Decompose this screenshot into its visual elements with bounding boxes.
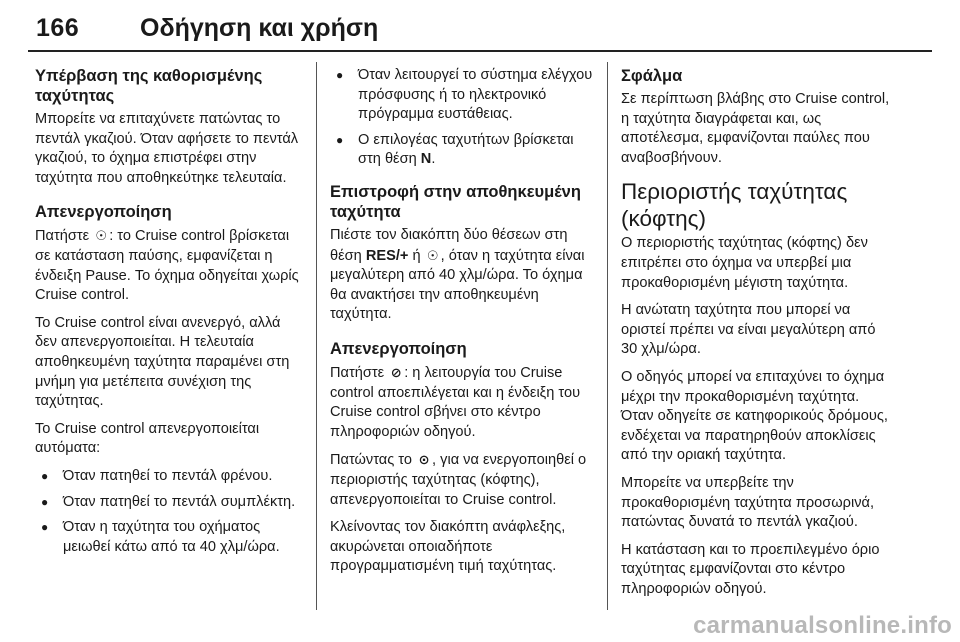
- column-divider: [316, 62, 317, 610]
- paragraph-inactive: Το Cruise control είναι ανενεργό, αλλά δεν απενεργοποιείται. Η τελευταία αποθηκευμένη ταχύτητα παραμένει στη μνήμη για μετέπειτα συνέχιση της ταχύτητας.: [35, 314, 290, 410]
- list-item: ● Όταν η ταχύτητα του οχήματος μειωθεί κάτω από τα 40 χλμ/ώρα.: [35, 518, 303, 557]
- column-1: [35, 66, 303, 563]
- paragraph-auto: Το Cruise control απενεργοποιείται αυτόματα:: [35, 420, 260, 457]
- paragraph-limiter-2: Η ανώτατη ταχύτητα που μπορεί να οριστεί πρέπει να είναι μεγαλύτερη από 30 χλμ/ώρα.: [621, 302, 876, 358]
- heading-deactivation: Απενεργοποίηση: [330, 339, 467, 358]
- page-number: 166: [36, 14, 80, 42]
- bullet-list: [35, 467, 303, 557]
- paragraph-limiter-5: Η κατάσταση και το προεπιλεγμένο όριο ταχύτητας εμφανίζονται στο κέντρο πληροφοριών οδηγού.: [621, 541, 880, 597]
- list-item: ● Όταν πατηθεί το πεντάλ φρένου.: [35, 467, 303, 487]
- paragraph-limiter-3: Ο οδηγός μπορεί να επιταχύνει το όχημα μέχρι την προκαθορισμένη ταχύτητα. Όταν οδηγείτε σε κατηφορικούς δρόμους, ενδέχεται να παρατηρηθούν αποκλίσεις από την οριακή ταχύτητα.: [621, 368, 888, 464]
- list-item: ● Όταν πατηθεί το πεντάλ συμπλέκτη.: [35, 493, 303, 513]
- paragraph-limiter: Πατώντας το ⊙ , για να ενεργοποιηθεί ο περιοριστής ταχύτητας (κόφτης), απενεργοποιείται το Cruise control.: [330, 452, 587, 508]
- page-header: [28, 10, 932, 52]
- paragraph-limiter-1: Ο περιοριστής ταχύτητας (κόφτης) δεν επιτρέπει στο όχημα να υπερβεί μια προκαθορισμένη μέγιστη ταχύτητα.: [621, 235, 868, 291]
- paragraph-override: Μπορείτε να επιταχύνετε πατώντας το πεντάλ γκαζιού. Όταν αφήσετε το πεντάλ γκαζιού, το όχημα επιστρέφει στην ταχύτητα που αποθηκεύτηκε τελευταία.: [35, 111, 299, 186]
- paragraph-ignition: Κλείνοντας τον διακόπτη ανάφλεξης, ακυρώνεται οποιαδήποτε προγραμματισμένη τιμή ταχύτητας.: [330, 519, 566, 575]
- list-item: ● Ο επιλογέας ταχυτήτων βρίσκεται στη θέση N.: [330, 131, 598, 170]
- heading-deactivation: Απενεργοποίηση: [35, 203, 172, 222]
- bullet-list: [330, 66, 598, 170]
- watermark: carmanualsonline.info: [693, 612, 952, 639]
- paragraph-limiter-4: Μπορείτε να υπερβείτε την προκαθορισμένη ταχύτητα προσωρινά, πατώντας δυνατά το πεντάλ γκαζιού.: [621, 474, 874, 531]
- column-2: [330, 66, 598, 585]
- paragraph-deactivation: Πατήστε ⊘ : η λειτουργία του Cruise control αποεπιλέγεται και η ένδειξη του Cruise control σβήνει στο κέντρο πληροφοριών οδηγού.: [330, 364, 581, 440]
- heading-return: Επιστροφή στην αποθηκευμένη ταχύτητα: [330, 182, 581, 221]
- list-item: ● Όταν λειτουργεί το σύστημα ελέγχου πρόσφυσης ή το ηλεκτρονικό πρόγραμμα ευστάθειας.: [330, 66, 598, 125]
- column-3: [621, 66, 893, 607]
- speed-limiter-icon: ⊙: [418, 452, 430, 468]
- paragraph-deactivation: Πατήστε ☉ : το Cruise control βρίσκεται σε κατάσταση παύσης, εμφανίζεται η ένδειξη Pause. Το όχημα οδηγείται χωρίς Cruise control.: [35, 228, 299, 304]
- cruise-icon: ☉: [426, 247, 439, 263]
- cruise-pause-icon: ☉: [95, 228, 108, 244]
- cruise-off-icon: ⊘: [390, 364, 402, 380]
- chapter-title: Οδήγηση και χρήση: [140, 14, 379, 42]
- heading-override: Υπέρβαση της καθορισμένης ταχύτητας: [35, 67, 263, 105]
- column-divider: [607, 62, 608, 610]
- heading-speed-limiter: Περιοριστής ταχύτητας (κόφτης): [621, 179, 848, 232]
- paragraph-return: Πιέστε τον διακόπτη δύο θέσεων στη θέση RES/+ ή ☉ , όταν η ταχύτητα είναι μεγαλύτερη από 40 χλμ/ώρα. Το όχημα θα ανακτήσει την αποθηκευμένη ταχύτητα.: [330, 226, 585, 323]
- paragraph-fault: Σε περίπτωση βλάβης στο Cruise control, η ταχύτητα διαγράφεται και, ως αποτέλεσμα, εμφανίζονται παύλες που αναβοσβήνουν.: [621, 91, 890, 166]
- heading-fault: Σφάλμα: [621, 67, 683, 85]
